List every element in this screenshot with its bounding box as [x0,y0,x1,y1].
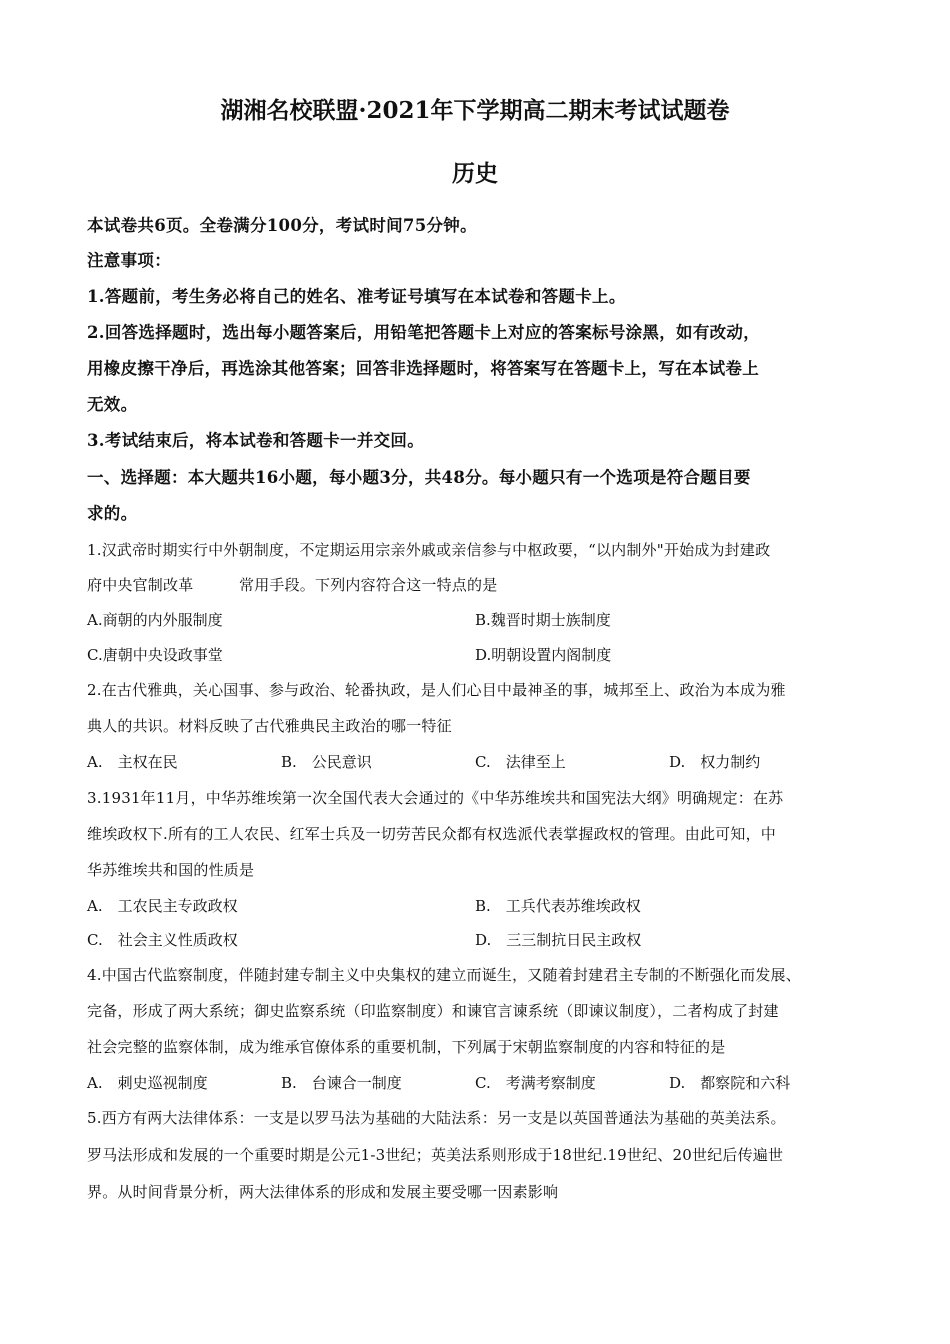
note-1: 1.答题前，考生务必将自己的姓名、准考证号填写在本试卷和答题卡上。 [87,287,626,306]
question-1-option-d: D.明朝设置内阁制度 [475,646,612,664]
question-4-line-2: 完备，形成了两大系统；御史监察系统（印监察制度）和谏官言谏系统（即谏议制度），二者构成了封建 [87,1002,779,1020]
question-4-line-3: 社会完整的监察体制，成为维承官僚体系的重要机制，下列属于宋朝监察制度的内容和特征的是 [87,1038,726,1056]
question-4-option-b: B. 台谏合一制度 [281,1074,402,1092]
question-3-line-1: 3.1931年11月，中华苏维埃第一次全国代表大会通过的《中华苏维埃共和国宪法大纲》明确规定：在苏 [87,789,784,807]
question-5-line-2: 罗马法形成和发展的一个重要时期是公元1-3世纪；英美法系则形成于18世纪.19世纪、20世纪后传遍世 [87,1146,784,1164]
question-1-line-2: 府中央官制改革 常用手段。下列内容符合这一特点的是 [87,576,498,594]
exam-title: 湖湘名校联盟·2021年下学期高二期末考试试题卷 [220,97,730,124]
notes-title: 注意事项： [87,251,171,270]
note-2-line-1: 2.回答选择题时，选出每小题答案后，用铅笔把答题卡上对应的答案标号涂黑，如有改动， [87,323,761,342]
question-4-option-c: C. 考满考察制度 [475,1074,596,1092]
section-heading-line-2: 求的。 [87,504,138,523]
subject-heading: 历史 [452,160,498,187]
question-1-line-1: 1.汉武帝时期实行中外朝制度，不定期运用宗亲外戚或亲信参与中枢政要，“以内制外"开始成为封建政 [87,541,771,559]
section-heading-line-1: 一、选择题：本大题共16小题，每小题3分，共48分。每小题只有一个选项是符合题目要 [87,468,751,487]
question-1-option-c: C.唐朝中央设政事堂 [87,646,223,664]
exam-summary: 本试卷共6页。全卷满分100分，考试时间75分钟。 [87,216,477,235]
question-2-line-2: 典人的共识。材料反映了古代雅典民主政治的哪一特征 [87,717,452,735]
question-5-line-1: 5.西方有两大法律体系：一支是以罗马法为基础的大陆法系：另一支是以英国普通法为基础的英美法系。 [87,1109,786,1127]
question-4-option-d: D. 都察院和六科 [669,1074,791,1092]
question-4-option-a: A. 刺史巡视制度 [87,1074,208,1092]
question-5-line-3: 界。从时间背景分析，两大法律体系的形成和发展主要受哪一因素影响 [87,1183,559,1201]
question-2-option-b: B. 公民意识 [281,753,372,771]
question-2-option-c: C. 法律至上 [475,753,566,771]
question-2-option-a: A. 主权在民 [87,753,178,771]
note-2-line-2: 用橡皮擦干净后，再选涂其他答案；回答非选择题时，将答案写在答题卡上，写在本试卷上 [87,359,759,378]
note-3: 3.考试结束后，将本试卷和答题卡一并交回。 [87,431,425,450]
question-3-option-a: A. 工农民主专政政权 [87,897,238,915]
question-3-option-d: D. 三三制抗日民主政权 [475,931,642,949]
question-2-line-1: 2.在古代雅典，关心国事、参与政治、轮番执政，是人们心目中最神圣的事，城邦至上、政治为本成为雅 [87,681,786,699]
question-4-line-1: 4.中国古代监察制度，伴随封建专制主义中央集权的建立而诞生，又随着封建君主专制的不断强化而发展、 [87,966,801,984]
question-3-option-c: C. 社会主义性质政权 [87,931,238,949]
question-1-option-a: A.商朝的内外服制度 [87,611,223,629]
question-1-option-b: B.魏晋时期士族制度 [475,611,611,629]
question-3-line-3: 华苏维埃共和国的性质是 [87,861,255,879]
question-3-line-2: 维埃政权下.所有的工人农民、红军士兵及一切劳苦民众都有权选派代表掌握政权的管理。由此可知，中 [87,825,776,843]
note-2-line-3: 无效。 [87,395,138,414]
question-3-option-b: B. 工兵代表苏维埃政权 [475,897,641,915]
question-2-option-d: D. 权力制约 [669,753,761,771]
